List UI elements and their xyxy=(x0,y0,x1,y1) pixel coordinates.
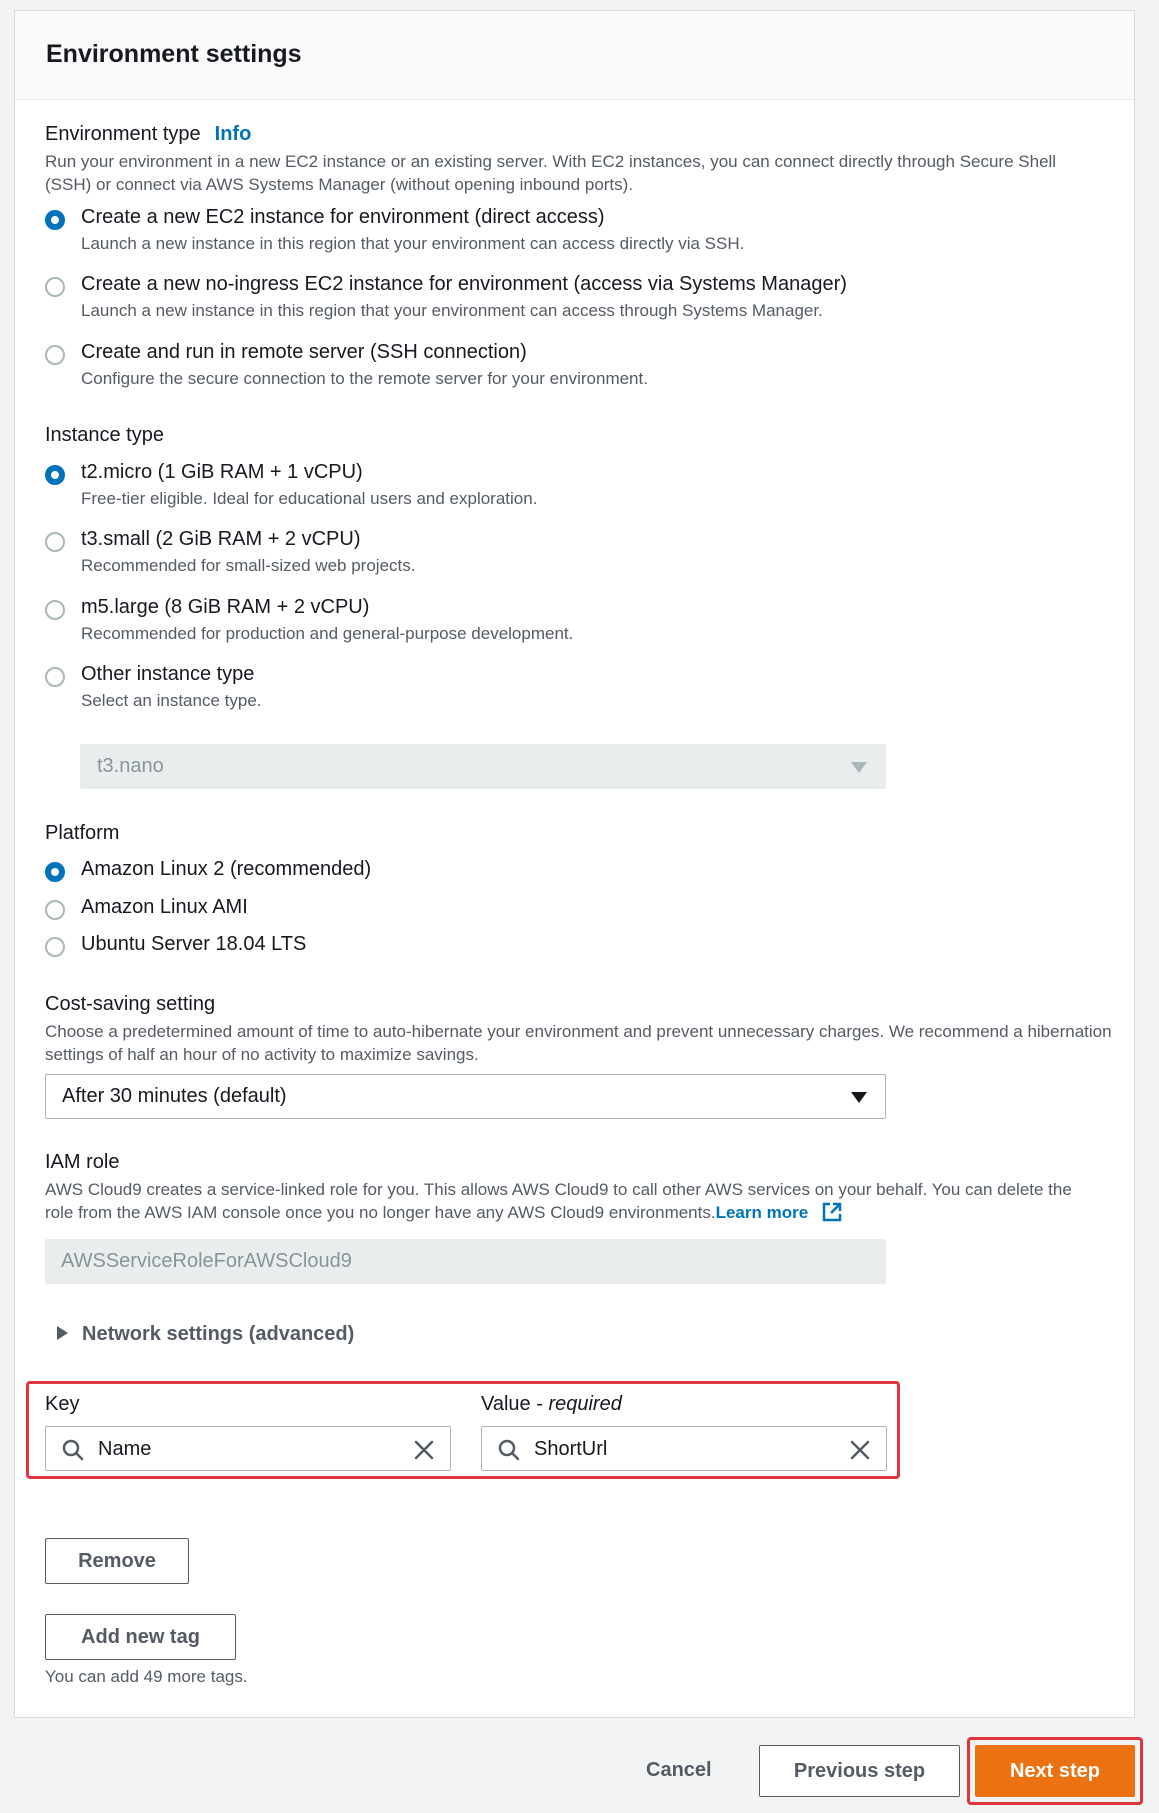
required-indicator: required xyxy=(548,1393,622,1415)
learn-more-link[interactable] xyxy=(716,1203,843,1222)
next-step-button[interactable]: Next step xyxy=(975,1745,1135,1797)
caret-down-icon xyxy=(851,1092,867,1103)
panel-header xyxy=(15,11,1134,100)
iam-role-description-text: AWS Cloud9 creates a service-linked role for you. This allows AWS Cloud9 to call other AWS services on your behalf. You can delete the role from the AWS IAM console once you no longer have any AWS Cloud9 environments. xyxy=(45,1180,1072,1222)
radio-description: Launch a new instance in this region that your environment can access directly via SSH. xyxy=(81,234,745,253)
clear-icon[interactable] xyxy=(412,1438,436,1462)
radio-label: Create a new no-ingress EC2 instance for environment (access via Systems Manager) xyxy=(81,273,847,295)
tag-value-label-text: Value xyxy=(481,1393,531,1415)
radio-description: Configure the secure connection to the remote server for your environment. xyxy=(81,369,648,388)
radio-label: Amazon Linux 2 (recommended) xyxy=(81,858,372,880)
tag-key-label: Key xyxy=(45,1393,80,1415)
environment-type-label: Environment type xyxy=(45,123,201,145)
radio-label: Ubuntu Server 18.04 LTS xyxy=(81,933,307,955)
cost-saving-select[interactable] xyxy=(45,1074,886,1119)
learn-more-label: Learn more xyxy=(715,1203,809,1222)
tags-remaining-hint: You can add 49 more tags. xyxy=(45,1667,248,1686)
radio-description: Recommended for small-sized web projects. xyxy=(81,556,416,575)
cost-saving-label: Cost-saving setting xyxy=(45,993,216,1015)
iam-role-description xyxy=(45,1178,1095,1224)
environment-type-description: Run your environment in a new EC2 instance or an existing server. With EC2 instances, you can connect directly through Secure Shell (SSH) or connect via AWS Systems Manager (without opening inbound ports). xyxy=(45,152,1057,194)
external-link-icon xyxy=(821,1201,843,1223)
radio-button[interactable] xyxy=(45,667,65,687)
next-step-highlight xyxy=(967,1737,1143,1805)
radio-label: t3.small (2 GiB RAM + 2 vCPU) xyxy=(81,528,361,550)
platform-label: Platform xyxy=(45,822,120,844)
search-icon xyxy=(61,1438,85,1462)
select-value: After 30 minutes (default) xyxy=(62,1085,287,1107)
radio-label: Create and run in remote server (SSH connection) xyxy=(81,341,527,363)
clear-icon[interactable] xyxy=(848,1438,872,1462)
radio-button[interactable] xyxy=(45,345,65,365)
radio-label: m5.large (8 GiB RAM + 2 vCPU) xyxy=(81,596,370,618)
other-instance-select[interactable] xyxy=(80,744,886,789)
previous-step-button[interactable]: Previous step xyxy=(759,1745,960,1797)
radio-button[interactable] xyxy=(45,937,65,957)
caret-down-icon xyxy=(851,762,867,773)
radio-description: Recommended for production and general-purpose development. xyxy=(81,624,574,643)
tag-value-input[interactable] xyxy=(481,1426,887,1471)
tag-key-input[interactable] xyxy=(45,1426,451,1471)
network-settings-label: Network settings (advanced) xyxy=(82,1323,355,1345)
cost-saving-description: Choose a predetermined amount of time to auto-hibernate your environment and prevent unnecessary charges. We recommend a hibernation settings of half an hour of no activity to maximize savings. xyxy=(45,1022,1112,1064)
add-new-tag-button[interactable]: Add new tag xyxy=(45,1614,236,1660)
radio-label: Create a new EC2 instance for environment (direct access) xyxy=(81,206,605,228)
radio-button[interactable] xyxy=(45,532,65,552)
radio-button[interactable] xyxy=(45,900,65,920)
remove-tag-button[interactable]: Remove xyxy=(45,1538,189,1584)
radio-description: Free-tier eligible. Ideal for educational users and exploration. xyxy=(81,489,538,508)
radio-description: Launch a new instance in this region that your environment can access through Systems Manager. xyxy=(81,301,823,320)
radio-label: Other instance type xyxy=(81,663,255,685)
radio-button-checked[interactable] xyxy=(45,465,65,485)
caret-right-icon xyxy=(57,1326,68,1340)
info-link[interactable]: Info xyxy=(214,123,252,145)
cancel-button[interactable]: Cancel xyxy=(646,1759,712,1781)
iam-role-label: IAM role xyxy=(45,1151,120,1173)
panel-title: Environment settings xyxy=(46,40,302,68)
tag-key-value: Name xyxy=(98,1438,152,1460)
select-value: t3.nano xyxy=(97,755,164,777)
iam-role-input: AWSServiceRoleForAWSCloud9 xyxy=(45,1239,886,1284)
radio-label: t2.micro (1 GiB RAM + 1 vCPU) xyxy=(81,461,363,483)
tag-value-value: ShortUrl xyxy=(534,1438,608,1460)
radio-description: Select an instance type. xyxy=(81,691,262,710)
radio-label: Amazon Linux AMI xyxy=(81,896,248,918)
tag-value-label: Value - required xyxy=(481,1393,622,1415)
instance-type-label: Instance type xyxy=(45,424,164,446)
radio-button-checked[interactable] xyxy=(45,210,65,230)
environment-type-field xyxy=(45,123,251,146)
radio-button[interactable] xyxy=(45,277,65,297)
search-icon xyxy=(497,1438,521,1462)
radio-button[interactable] xyxy=(45,600,65,620)
network-settings-expander[interactable] xyxy=(57,1323,354,1346)
radio-button-checked[interactable] xyxy=(45,862,65,882)
